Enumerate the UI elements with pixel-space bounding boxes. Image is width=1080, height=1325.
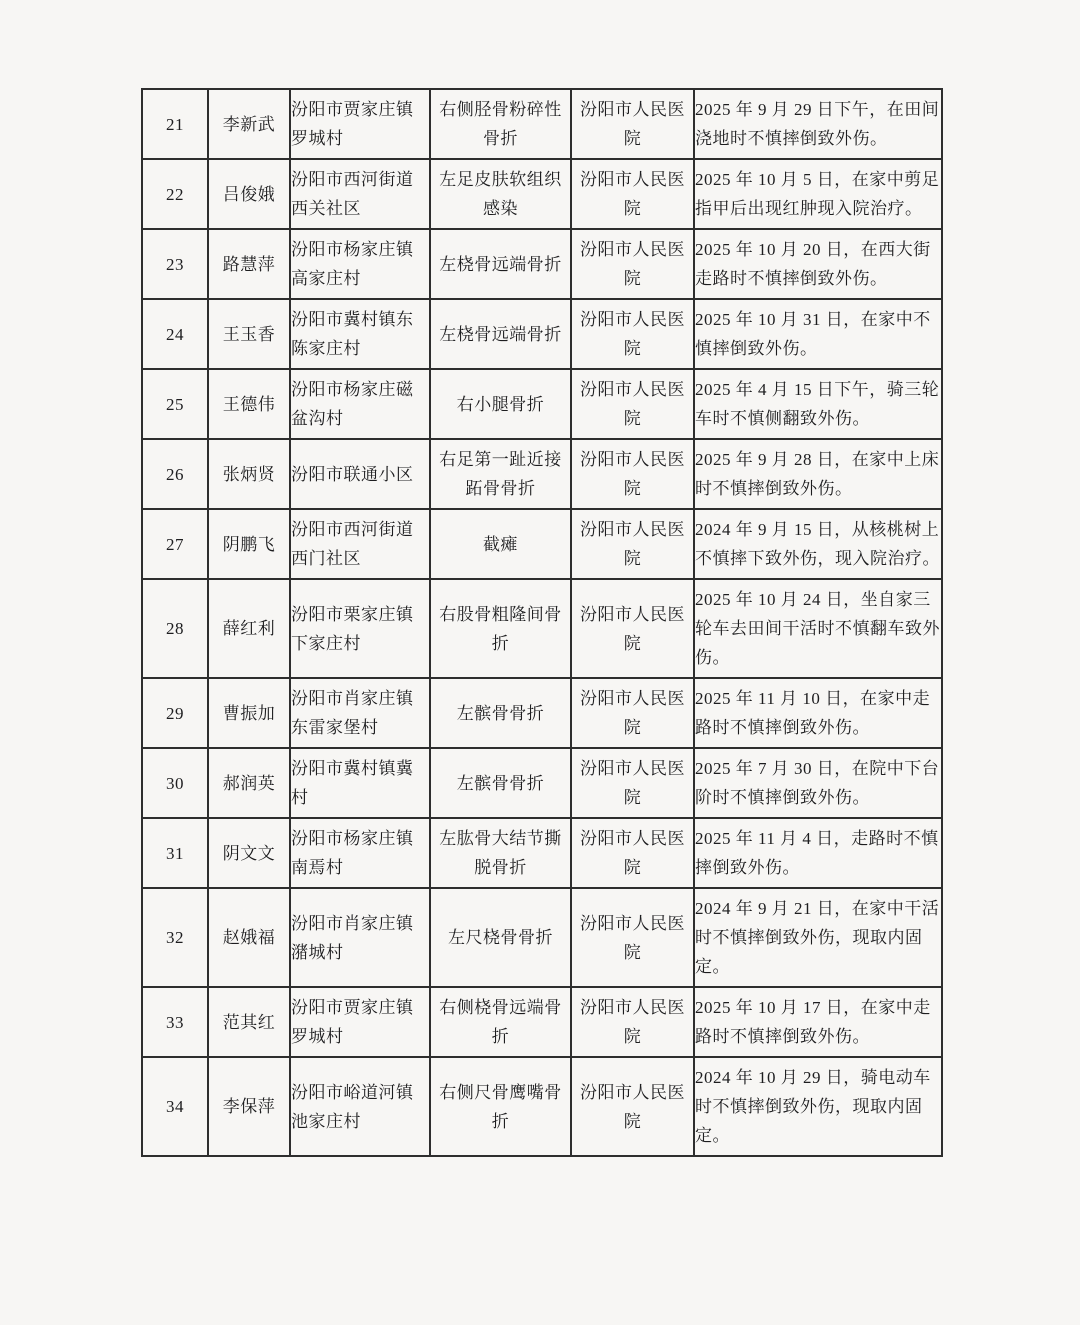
- cell-note: [694, 89, 942, 159]
- cell-text-name: 曹振加: [222, 703, 276, 723]
- cell-no: [142, 1057, 208, 1156]
- cell-text-no: 25: [166, 394, 184, 414]
- cell-text-name: 张炳贤: [222, 464, 276, 484]
- cell-name: [208, 159, 290, 229]
- cell-diagnosis: [430, 159, 571, 229]
- cell-text-diagnosis: 右侧尺骨鹰嘴骨折: [439, 1082, 562, 1131]
- cell-diagnosis: [430, 299, 571, 369]
- cell-text-no: 29: [166, 703, 184, 723]
- cell-note: [694, 579, 942, 678]
- cell-text-no: 26: [166, 464, 184, 484]
- cell-text-name: 吕俊娥: [222, 184, 276, 204]
- cell-text-no: 27: [166, 534, 184, 554]
- cell-address: [290, 1057, 430, 1156]
- cell-text-note: 2024 年 9 月 21 日，在家中干活时不慎摔倒致外伤，现取内固定。: [695, 899, 940, 976]
- cell-text-address: 汾阳市杨家庄镇南焉村: [291, 829, 414, 877]
- cell-text-no: 31: [166, 843, 184, 863]
- cell-text-name: 阴文文: [222, 843, 276, 863]
- cell-text-diagnosis: 左肱骨大结节撕脱骨折: [439, 829, 562, 877]
- cell-note: [694, 1057, 942, 1156]
- cell-no: [142, 818, 208, 888]
- cell-text-note: 2025 年 9 月 29 日下午，在田间浇地时不慎摔倒致外伤。: [695, 100, 940, 148]
- cell-name: [208, 748, 290, 818]
- cell-text-hospital: 汾阳市人民医院: [580, 759, 685, 807]
- cell-hospital: [571, 299, 694, 369]
- cell-hospital: [571, 888, 694, 987]
- cell-diagnosis: [430, 678, 571, 748]
- cell-name: [208, 1057, 290, 1156]
- cell-text-diagnosis: 左尺桡骨骨折: [448, 928, 553, 947]
- cell-diagnosis: [430, 888, 571, 987]
- table-row: [142, 89, 942, 159]
- table-row: [142, 579, 942, 678]
- cell-text-address: 汾阳市冀村镇东陈家庄村: [291, 310, 414, 358]
- cell-text-diagnosis: 截瘫: [483, 534, 518, 554]
- cell-text-hospital: 汾阳市人民医院: [580, 1082, 685, 1131]
- cell-no: [142, 369, 208, 439]
- table-row: [142, 509, 942, 579]
- cell-address: [290, 748, 430, 818]
- cell-hospital: [571, 89, 694, 159]
- cell-no: [142, 888, 208, 987]
- cell-text-address: 汾阳市肖家庄镇潴城村: [291, 913, 414, 962]
- cell-text-no: 32: [166, 928, 184, 947]
- cell-hospital: [571, 818, 694, 888]
- cell-no: [142, 299, 208, 369]
- cell-text-note: 2025 年 10 月 24 日，坐自家三轮车去田间干活时不慎翻车致外伤。: [695, 590, 940, 667]
- cell-diagnosis: [430, 1057, 571, 1156]
- cell-text-hospital: 汾阳市人民医院: [580, 450, 685, 498]
- cell-text-address: 汾阳市西河街道西门社区: [291, 520, 414, 568]
- cell-text-diagnosis: 左髌骨骨折: [456, 773, 545, 793]
- cell-text-address: 汾阳市贾家庄镇罗城村: [291, 100, 414, 148]
- cell-text-note: 2025 年 7 月 30 日，在院中下台阶时不慎摔倒致外伤。: [695, 759, 940, 807]
- cell-diagnosis: [430, 229, 571, 299]
- cell-text-note: 2025 年 9 月 28 日，在家中上床时不慎摔倒致外伤。: [695, 450, 940, 498]
- cell-text-diagnosis: 右足第一趾近接跖骨骨折: [439, 450, 562, 498]
- cell-text-no: 23: [166, 254, 184, 274]
- cell-note: [694, 159, 942, 229]
- cell-address: [290, 299, 430, 369]
- cell-note: [694, 369, 942, 439]
- cell-note: [694, 299, 942, 369]
- cell-text-note: 2025 年 11 月 10 日，在家中走路时不慎摔倒致外伤。: [695, 689, 931, 737]
- cell-name: [208, 818, 290, 888]
- cell-diagnosis: [430, 509, 571, 579]
- cell-name: [208, 678, 290, 748]
- cell-text-hospital: 汾阳市人民医院: [580, 170, 685, 218]
- cell-note: [694, 439, 942, 509]
- cell-note: [694, 229, 942, 299]
- patient-roster-table: [141, 88, 943, 1157]
- cell-hospital: [571, 748, 694, 818]
- cell-diagnosis: [430, 987, 571, 1057]
- cell-text-no: 24: [166, 324, 184, 344]
- cell-text-hospital: 汾阳市人民医院: [580, 240, 685, 288]
- cell-text-name: 赵娥福: [222, 928, 276, 947]
- cell-text-address: 汾阳市西河街道西关社区: [291, 170, 414, 218]
- cell-note: [694, 818, 942, 888]
- cell-name: [208, 888, 290, 987]
- cell-address: [290, 229, 430, 299]
- cell-text-name: 王玉香: [222, 324, 276, 344]
- cell-text-note: 2025 年 10 月 20 日，在西大街走路时不慎摔倒致外伤。: [695, 240, 931, 288]
- cell-hospital: [571, 678, 694, 748]
- cell-hospital: [571, 1057, 694, 1156]
- table-row: [142, 159, 942, 229]
- cell-address: [290, 678, 430, 748]
- cell-text-address: 汾阳市冀村镇冀村: [291, 759, 414, 807]
- cell-text-hospital: 汾阳市人民医院: [580, 380, 685, 428]
- cell-name: [208, 987, 290, 1057]
- cell-diagnosis: [430, 369, 571, 439]
- cell-text-diagnosis: 左足皮肤软组织感染: [439, 170, 562, 218]
- table-row: [142, 888, 942, 987]
- table-row: [142, 229, 942, 299]
- cell-text-note: 2024 年 9 月 15 日，从核桃树上不慎摔下致外伤，现入院治疗。: [695, 520, 940, 568]
- cell-note: [694, 888, 942, 987]
- cell-text-hospital: 汾阳市人民医院: [580, 604, 685, 653]
- cell-text-address: 汾阳市肖家庄镇东雷家堡村: [291, 689, 414, 737]
- cell-hospital: [571, 439, 694, 509]
- cell-text-note: 2025 年 10 月 31 日，在家中不慎摔倒致外伤。: [695, 310, 931, 358]
- cell-text-diagnosis: 右小腿骨折: [456, 394, 545, 414]
- cell-text-hospital: 汾阳市人民医院: [580, 520, 685, 568]
- cell-address: [290, 579, 430, 678]
- cell-note: [694, 678, 942, 748]
- cell-address: [290, 89, 430, 159]
- cell-note: [694, 509, 942, 579]
- cell-text-hospital: 汾阳市人民医院: [580, 913, 685, 962]
- cell-text-no: 21: [166, 114, 184, 134]
- cell-text-name: 范其红: [222, 1012, 276, 1032]
- cell-address: [290, 818, 430, 888]
- cell-text-address: 汾阳市杨家庄镇高家庄村: [291, 240, 414, 288]
- cell-text-note: 2025 年 11 月 4 日，走路时不慎摔倒致外伤。: [695, 829, 939, 877]
- cell-diagnosis: [430, 818, 571, 888]
- cell-hospital: [571, 159, 694, 229]
- cell-name: [208, 509, 290, 579]
- table-row: [142, 748, 942, 818]
- cell-hospital: [571, 369, 694, 439]
- table-row: [142, 439, 942, 509]
- cell-text-no: 28: [166, 619, 184, 638]
- cell-text-diagnosis: 左桡骨远端骨折: [439, 324, 562, 344]
- cell-no: [142, 509, 208, 579]
- cell-text-address: 汾阳市联通小区: [291, 464, 414, 484]
- cell-text-hospital: 汾阳市人民医院: [580, 829, 685, 877]
- cell-address: [290, 987, 430, 1057]
- cell-text-address: 汾阳市栗家庄镇下家庄村: [291, 604, 414, 653]
- cell-text-name: 李保萍: [222, 1097, 276, 1116]
- cell-text-diagnosis: 右侧胫骨粉碎性骨折: [439, 100, 562, 148]
- cell-no: [142, 229, 208, 299]
- cell-hospital: [571, 579, 694, 678]
- cell-name: [208, 89, 290, 159]
- table-body: [142, 89, 942, 1156]
- cell-text-no: 33: [166, 1012, 184, 1032]
- table-row: [142, 1057, 942, 1156]
- cell-text-diagnosis: 左髌骨骨折: [456, 703, 545, 723]
- cell-no: [142, 89, 208, 159]
- cell-text-name: 王德伟: [222, 394, 276, 414]
- cell-text-hospital: 汾阳市人民医院: [580, 310, 685, 358]
- cell-address: [290, 509, 430, 579]
- cell-no: [142, 678, 208, 748]
- cell-text-hospital: 汾阳市人民医院: [580, 998, 685, 1046]
- table-row: [142, 369, 942, 439]
- cell-name: [208, 369, 290, 439]
- cell-address: [290, 439, 430, 509]
- cell-no: [142, 579, 208, 678]
- cell-text-hospital: 汾阳市人民医院: [580, 100, 685, 148]
- cell-no: [142, 748, 208, 818]
- cell-text-diagnosis: 右股骨粗隆间骨折: [439, 604, 562, 653]
- cell-diagnosis: [430, 89, 571, 159]
- cell-address: [290, 888, 430, 987]
- cell-no: [142, 439, 208, 509]
- cell-address: [290, 369, 430, 439]
- cell-no: [142, 987, 208, 1057]
- cell-text-no: 30: [166, 773, 184, 793]
- cell-text-name: 薛红利: [222, 619, 276, 638]
- cell-note: [694, 987, 942, 1057]
- cell-text-name: 郝润英: [222, 773, 276, 793]
- cell-note: [694, 748, 942, 818]
- cell-text-address: 汾阳市杨家庄磁盆沟村: [291, 380, 414, 428]
- table-row: [142, 818, 942, 888]
- cell-diagnosis: [430, 439, 571, 509]
- cell-text-name: 阴鹏飞: [222, 534, 276, 554]
- cell-diagnosis: [430, 748, 571, 818]
- cell-text-hospital: 汾阳市人民医院: [580, 689, 685, 737]
- cell-text-note: 2025 年 10 月 5 日，在家中剪足指甲后出现红肿现入院治疗。: [695, 170, 940, 218]
- cell-name: [208, 229, 290, 299]
- cell-text-note: 2025 年 4 月 15 日下午，骑三轮车时不慎侧翻致外伤。: [695, 380, 940, 428]
- cell-text-name: 路慧萍: [222, 254, 276, 274]
- table-row: [142, 987, 942, 1057]
- cell-text-address: 汾阳市峪道河镇池家庄村: [291, 1082, 414, 1131]
- cell-text-diagnosis: 右侧桡骨远端骨折: [439, 998, 562, 1046]
- table-row: [142, 299, 942, 369]
- cell-text-note: 2024 年 10 月 29 日，骑电动车时不慎摔倒致外伤，现取内固定。: [695, 1068, 931, 1145]
- cell-text-no: 22: [166, 184, 184, 204]
- cell-name: [208, 579, 290, 678]
- cell-diagnosis: [430, 579, 571, 678]
- cell-text-name: 李新武: [222, 114, 276, 134]
- cell-hospital: [571, 987, 694, 1057]
- cell-address: [290, 159, 430, 229]
- table-row: [142, 678, 942, 748]
- cell-text-address: 汾阳市贾家庄镇罗城村: [291, 998, 414, 1046]
- cell-text-diagnosis: 左桡骨远端骨折: [439, 254, 562, 274]
- cell-text-note: 2025 年 10 月 17 日，在家中走路时不慎摔倒致外伤。: [695, 998, 931, 1046]
- cell-name: [208, 299, 290, 369]
- cell-hospital: [571, 509, 694, 579]
- cell-hospital: [571, 229, 694, 299]
- cell-text-no: 34: [166, 1097, 184, 1116]
- cell-name: [208, 439, 290, 509]
- cell-no: [142, 159, 208, 229]
